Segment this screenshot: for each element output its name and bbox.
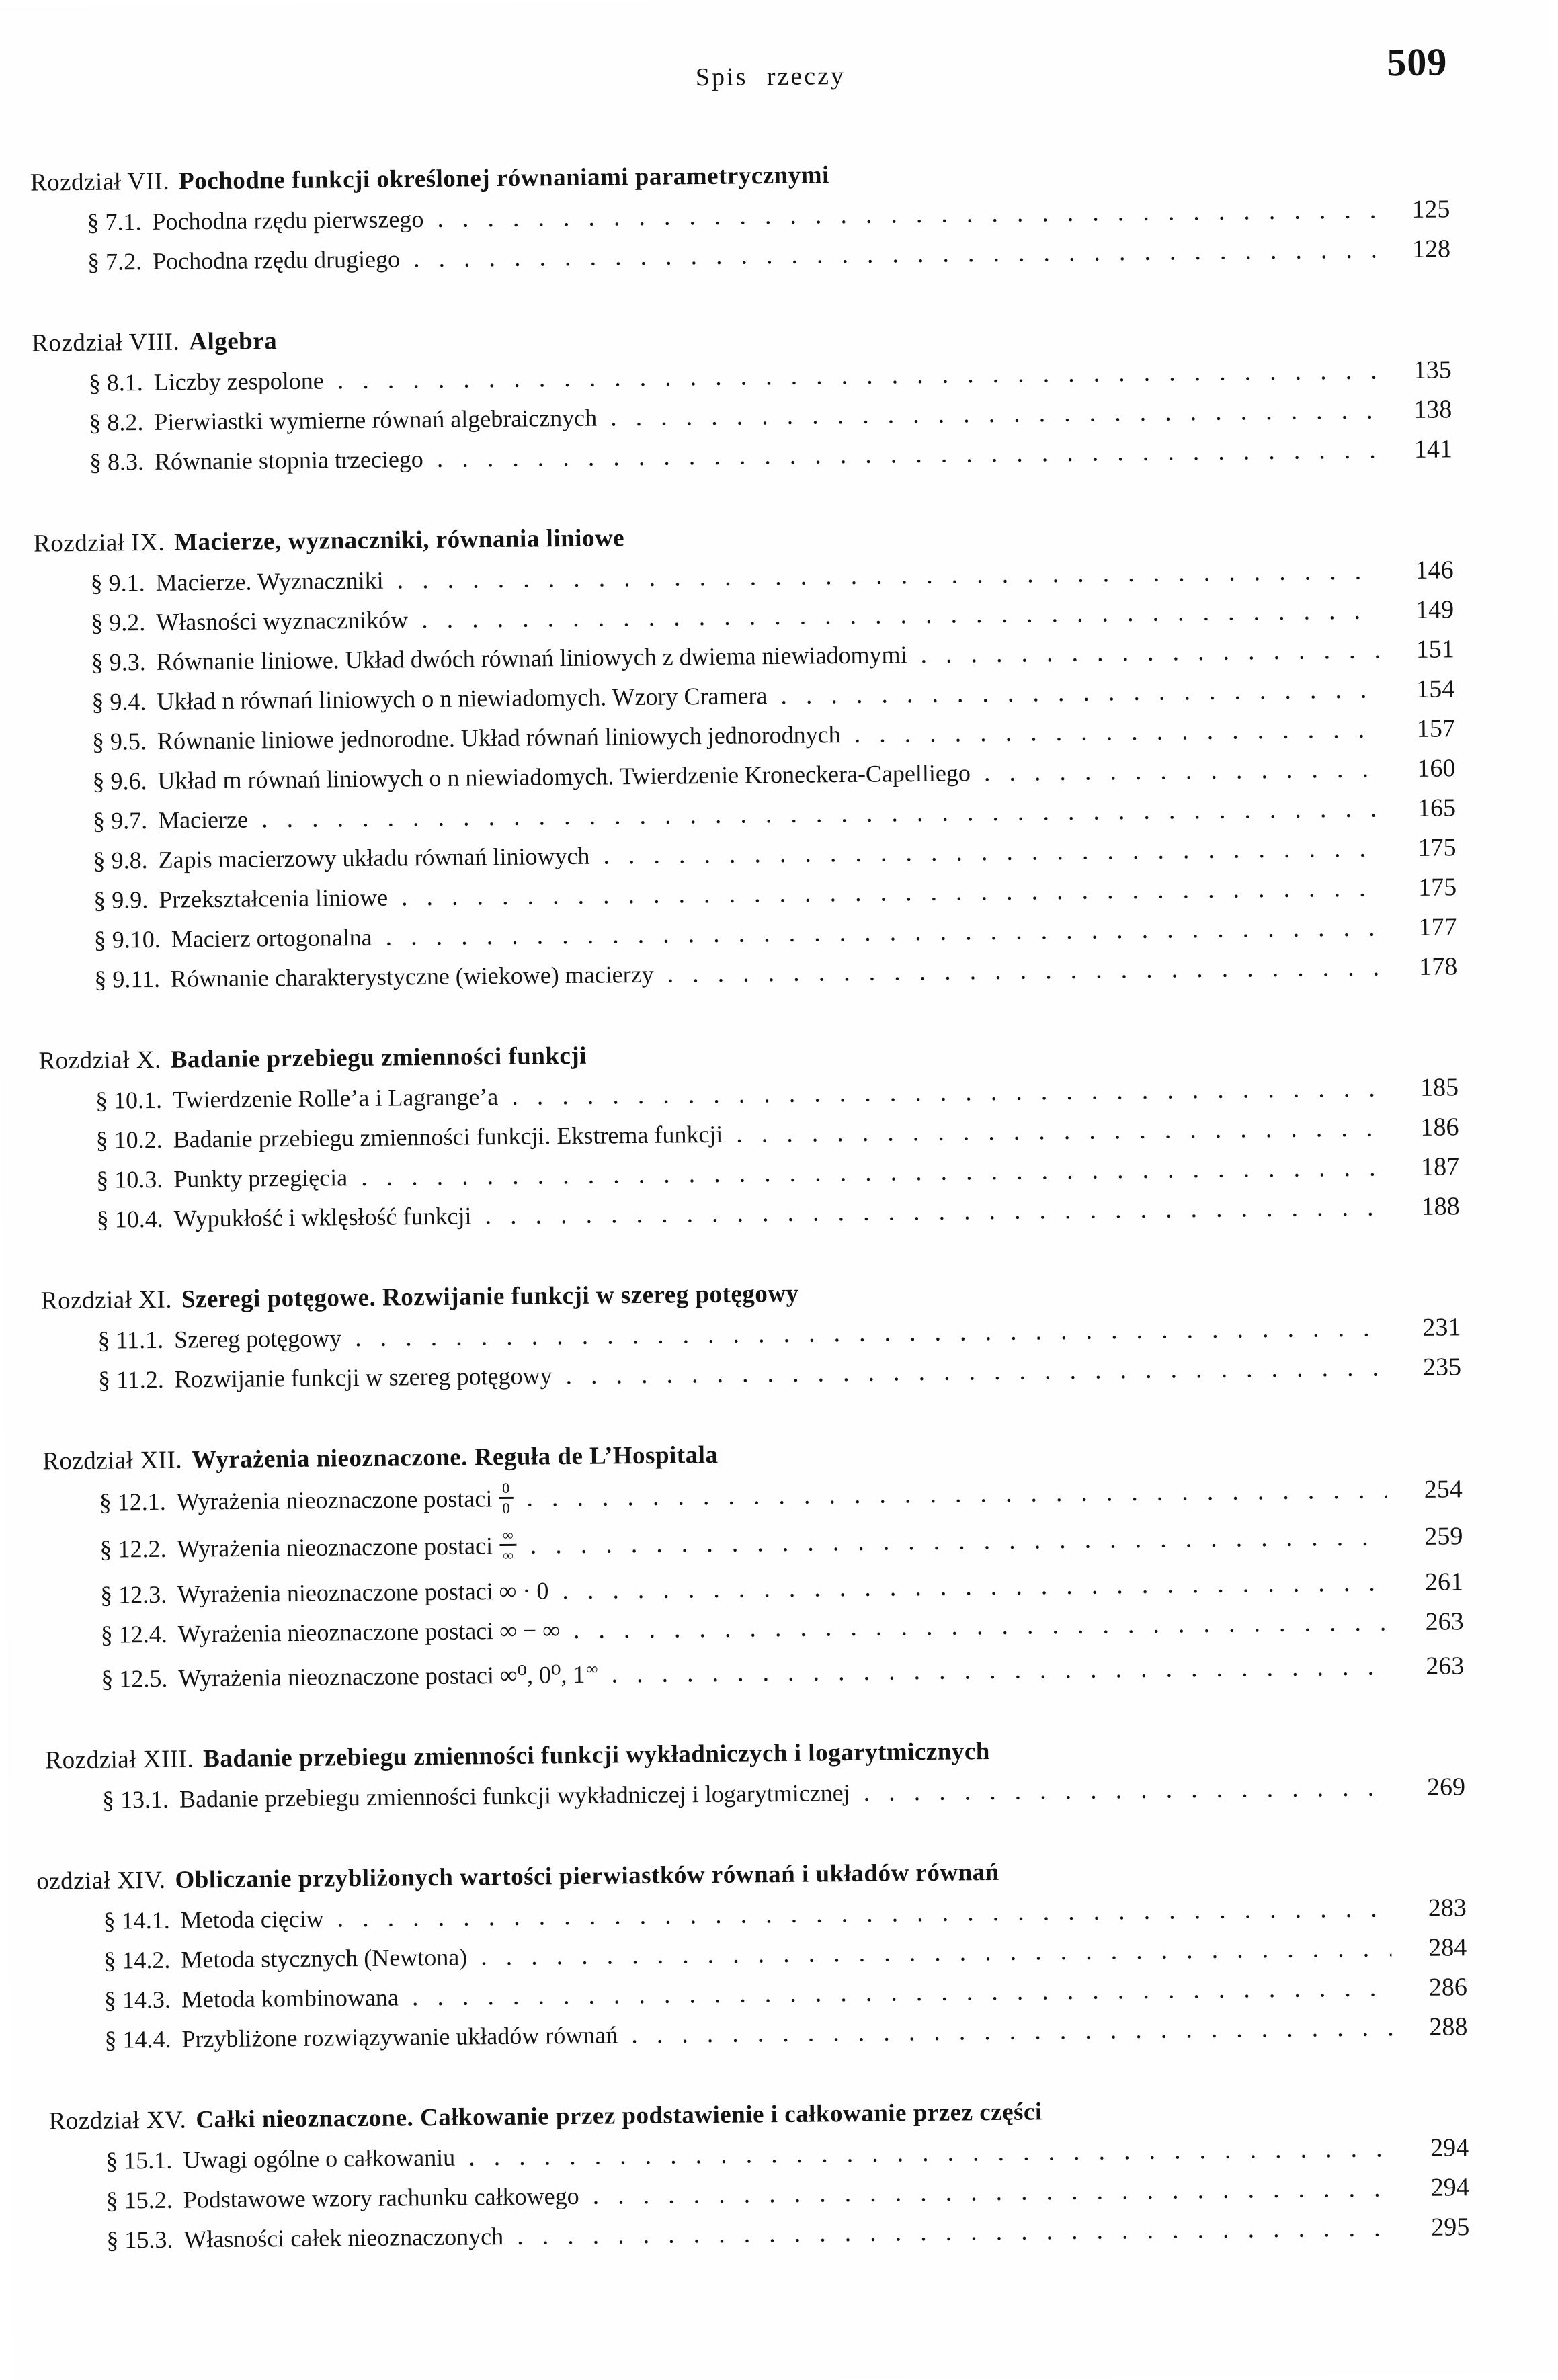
toc-row <box>30 196 1450 237</box>
entry-page: 128 <box>1411 235 1451 263</box>
entry-number: § 12.1. <box>99 1488 167 1517</box>
entry-number: § 8.1. <box>88 369 144 396</box>
entry-title: Metoda cięciw <box>180 1905 324 1934</box>
entry-page: 149 <box>1415 595 1454 624</box>
toc-row <box>40 1153 1459 1194</box>
entry-page: 125 <box>1411 195 1450 224</box>
leader-dots <box>413 236 1375 273</box>
toc-row <box>32 356 1452 397</box>
entry-page: 263 <box>1425 1607 1464 1636</box>
entry-title: Badanie przebiegu zmienności funkcji. Ekstrema funkcji <box>173 1120 723 1153</box>
entry-title: Liczby zespolone <box>153 367 324 396</box>
leader-dots <box>984 755 1381 787</box>
leader-dots <box>481 1935 1391 1971</box>
chapter-title: Algebra <box>189 327 278 356</box>
leader-dots <box>854 716 1380 749</box>
entry-number: § 9.10. <box>93 925 161 953</box>
entry-page: 235 <box>1422 1353 1462 1382</box>
leader-dots <box>337 1895 1391 1932</box>
toc-row <box>50 2174 1469 2215</box>
leader-dots <box>397 557 1378 594</box>
entry-title <box>178 1656 598 1693</box>
entry-page: 146 <box>1415 556 1454 585</box>
fraction-numerator: ∞ <box>502 1526 514 1543</box>
leader-dots <box>437 196 1375 232</box>
leader-dots <box>355 1314 1386 1352</box>
leader-dots <box>573 1609 1389 1644</box>
toc-row <box>41 1314 1461 1355</box>
entry-number: § 9.8. <box>93 847 148 874</box>
toc-row <box>37 874 1457 915</box>
entry-number: § 9.2. <box>91 609 146 636</box>
toc-row <box>44 1648 1464 1693</box>
leader-dots <box>667 953 1382 988</box>
toc-section-xi <box>41 1273 1461 1394</box>
toc-section-xv <box>48 2093 1469 2254</box>
leader-dots <box>562 1569 1388 1605</box>
toc-row <box>40 1193 1460 1234</box>
entry-title: Macierze <box>157 806 249 834</box>
toc-row <box>39 1074 1459 1115</box>
entry-number: § 9.4. <box>91 688 147 716</box>
toc-row <box>34 596 1454 637</box>
fraction-denominator: ∞ <box>499 1544 517 1563</box>
toc-section-ix <box>34 515 1458 994</box>
toc-row <box>33 435 1452 476</box>
entry-title-text: Wyrażenia nieoznaczone postaci <box>176 1485 493 1515</box>
entry-title: Wypukłość i wklęsłość funkcji <box>173 1202 472 1232</box>
leader-dots <box>526 1477 1387 1513</box>
chapter-heading <box>32 315 1451 357</box>
leader-dots <box>611 1653 1389 1688</box>
chapter-title: Badanie przebiegu zmienności funkcji wykładniczych i logarytmicznych <box>202 1738 991 1773</box>
leader-dots <box>468 2135 1393 2171</box>
entry-page: 231 <box>1422 1313 1461 1342</box>
chapter-label: Rozdział X. <box>38 1046 161 1075</box>
entry-title-text: Wyrażenia nieoznaczone postaci ∞⁰, 0⁰, 1 <box>178 1660 585 1692</box>
leader-dots <box>610 396 1377 431</box>
entry-page: 283 <box>1428 1894 1467 1922</box>
chapter-title: Macierze, wyznaczniki, równania liniowe <box>173 524 625 556</box>
entry-number: § 7.1. <box>87 208 142 236</box>
entry-number: § 14.2. <box>104 1946 171 1974</box>
entry-number: § 9.7. <box>92 807 148 835</box>
chapter-heading <box>45 1732 1465 1775</box>
chapter-label: Rozdział XIII. <box>45 1745 194 1775</box>
entry-page: 141 <box>1413 435 1453 464</box>
entry-number: § 11.2. <box>97 1365 164 1394</box>
leader-dots <box>517 2214 1395 2250</box>
entry-page: 295 <box>1431 2213 1470 2242</box>
entry-page: 284 <box>1428 1933 1467 1962</box>
leader-dots <box>603 835 1381 869</box>
toc-row <box>43 1474 1463 1523</box>
entry-title-text: Wyrażenia nieoznaczone postaci <box>177 1532 493 1562</box>
chapter-title: Badanie przebiegu zmienności funkcji <box>170 1042 587 1074</box>
entry-page: 151 <box>1416 635 1454 664</box>
entry-title: Wyrażenia nieoznaczone postaci ∞ − ∞ <box>177 1617 561 1648</box>
toc-row <box>43 1521 1463 1570</box>
entry-number: § 12.3. <box>99 1580 167 1609</box>
toc-section-viii <box>32 315 1452 476</box>
entry-page: 185 <box>1420 1073 1459 1102</box>
entry-page: 177 <box>1418 912 1457 941</box>
toc-row <box>48 2013 1467 2054</box>
leader-dots <box>511 1074 1383 1110</box>
leader-dots <box>421 597 1379 634</box>
entry-number: § 9.3. <box>91 648 147 676</box>
fraction-inf-over-inf <box>499 1528 517 1563</box>
entry-number: § 13.1. <box>101 1785 169 1814</box>
entry-number: § 10.2. <box>95 1125 163 1154</box>
chapter-label: Rozdział IX. <box>33 528 165 558</box>
toc-row <box>44 1608 1464 1649</box>
entry-number: § 12.2. <box>99 1535 167 1564</box>
fraction-denominator: 0 <box>499 1497 513 1516</box>
toc-section-xii <box>42 1433 1464 1693</box>
entry-title: Układ m równań liniowych o n niewiadomych. Twierdzenie Kroneckera-Capelliego <box>157 759 971 794</box>
entry-page: 294 <box>1430 2133 1469 2162</box>
chapter-title: Całki nieoznaczone. Całkowanie przez podstawienie i całkowanie przez części <box>196 2098 1042 2134</box>
entry-page: 263 <box>1426 1652 1465 1681</box>
leader-dots <box>736 1114 1384 1148</box>
chapter-label: Rozdział XII. <box>42 1446 183 1476</box>
chapter-heading <box>42 1433 1462 1476</box>
entry-page: 188 <box>1421 1192 1460 1221</box>
entry-title: Równanie liniowe. Układ dwóch równań liniowych z dwiema niewiadomymi <box>156 641 907 675</box>
toc-section-vii <box>30 155 1450 276</box>
entry-number: § 15.3. <box>106 2225 173 2254</box>
toc-section-xiii <box>45 1732 1465 1814</box>
entry-number: § 9.1. <box>90 569 145 597</box>
entry-title: Szereg potęgowy <box>173 1324 342 1353</box>
chapter-title: Wyrażenia nieoznaczone. Reguła de L’Hospitala <box>191 1441 719 1474</box>
chapter-title: Szeregi potęgowe. Rozwijanie funkcji w szereg potęgowy <box>181 1279 799 1314</box>
entry-title: Metoda stycznych (Newtona) <box>181 1943 468 1973</box>
leader-dots <box>530 1524 1388 1560</box>
entry-page: 269 <box>1426 1773 1466 1801</box>
toc-row <box>38 953 1457 994</box>
leader-dots <box>920 636 1379 669</box>
entry-page: 261 <box>1424 1568 1464 1597</box>
entry-title: Pochodna rzędu pierwszego <box>152 206 424 235</box>
entry-page: 286 <box>1428 1973 1468 2002</box>
entry-title: Układ n równań liniowych o n niewiadomych. Wzory Cramera <box>157 682 768 715</box>
entry-title: Zapis macierzowy układu równań liniowych <box>158 842 590 874</box>
entry-page: 154 <box>1416 675 1455 704</box>
entry-page: 165 <box>1417 794 1457 822</box>
page-title: Spis rzeczy <box>695 61 846 92</box>
entry-title: Własności wyznaczników <box>156 606 409 636</box>
chapter-heading <box>41 1273 1461 1315</box>
toc-row <box>44 1568 1463 1609</box>
entry-page: 175 <box>1418 833 1457 862</box>
entry-title: Macierze. Wyznaczniki <box>155 566 384 596</box>
fraction-zero-over-zero <box>499 1481 513 1516</box>
chapter-label: Rozdział XI. <box>40 1285 173 1315</box>
leader-dots <box>592 2174 1393 2209</box>
entry-title: Punkty przegięcia <box>173 1164 348 1193</box>
entry-number: § 10.3. <box>96 1165 163 1193</box>
toc-row <box>32 396 1452 437</box>
chapter-heading <box>34 515 1453 558</box>
leader-dots <box>385 914 1381 951</box>
entry-title: Równanie charakterystyczne (wiekowe) macierzy <box>170 960 654 992</box>
entry-title <box>177 1526 517 1569</box>
entry-page: 178 <box>1419 952 1458 981</box>
toc-row <box>36 715 1455 756</box>
leader-dots <box>401 874 1381 911</box>
toc-row <box>35 636 1454 677</box>
entry-number: § 9.6. <box>92 767 147 795</box>
chapter-title: Obliczanie przybliżonych wartości pierwiastków równań i układów równań <box>175 1858 999 1894</box>
entry-page: 135 <box>1413 355 1452 384</box>
toc-row <box>34 556 1453 597</box>
entry-page: 175 <box>1418 873 1457 902</box>
entry-number: § 9.11. <box>94 965 161 993</box>
toc-section-xiv <box>36 1853 1468 2054</box>
page-header <box>0 0 1550 99</box>
entry-number: § 14.4. <box>104 2025 171 2053</box>
fraction-numerator: 0 <box>502 1479 510 1496</box>
leader-dots <box>631 2014 1393 2049</box>
toc-row <box>31 235 1450 276</box>
toc-section-x <box>38 1033 1460 1234</box>
entry-number: § 9.5. <box>91 728 147 755</box>
entry-page: 186 <box>1420 1113 1459 1142</box>
entry-number: § 10.1. <box>95 1086 163 1114</box>
chapter-label: Rozdział XV. <box>48 2106 187 2135</box>
entry-page: 160 <box>1417 754 1456 783</box>
toc-row <box>50 2213 1469 2254</box>
entry-page: 259 <box>1424 1522 1463 1552</box>
entry-page: 138 <box>1413 395 1452 424</box>
leader-dots <box>361 1154 1384 1191</box>
entry-title: Przybliżone rozwiązywanie układów równań <box>181 2021 618 2053</box>
entry-number: § 14.3. <box>104 1986 171 2014</box>
toc-row <box>36 755 1455 796</box>
entry-title: Badanie przebiegu zmienności funkcji wykładniczej i logarytmicznej <box>179 1779 850 1813</box>
leader-dots <box>437 436 1377 472</box>
entry-title <box>176 1479 514 1522</box>
entry-number: § 7.2. <box>87 248 142 275</box>
entry-title: Macierz ortogonalna <box>171 923 372 953</box>
toc-body <box>0 154 1558 2255</box>
entry-title: Podstawowe wzory rachunku całkowego <box>183 2182 579 2213</box>
chapter-heading <box>30 155 1450 197</box>
entry-title: Przekształcenia liniowe <box>159 884 388 913</box>
entry-page: 254 <box>1424 1475 1463 1504</box>
leader-dots <box>485 1193 1385 1230</box>
toc-row <box>38 913 1457 954</box>
leader-dots <box>261 795 1381 833</box>
toc-row <box>42 1353 1461 1394</box>
entry-title: Pochodna rzędu drugiego <box>152 245 401 275</box>
entry-number: § 14.1. <box>103 1906 170 1935</box>
toc-row <box>36 834 1456 875</box>
toc-row <box>36 794 1456 835</box>
entry-title: Równanie stopnia trzeciego <box>154 445 423 475</box>
entry-number: § 8.3. <box>89 448 145 476</box>
entry-title: Własności całek nieoznaczonych <box>183 2223 504 2253</box>
entry-page: 157 <box>1416 714 1456 743</box>
entry-page: 288 <box>1429 2012 1468 2041</box>
toc-row <box>35 675 1454 716</box>
chapter-label: Rozdział VII. <box>30 167 170 197</box>
toc-row <box>47 1934 1467 1975</box>
chapter-title: Pochodne funkcji określonej równaniami parametrycznymi <box>178 161 830 196</box>
chapter-label: ozdział XIV. <box>36 1866 166 1896</box>
leader-dots <box>565 1354 1386 1390</box>
toc-row <box>48 1973 1467 2014</box>
entry-number: § 8.2. <box>89 409 144 436</box>
leader-dots <box>337 357 1377 394</box>
toc-row <box>47 1894 1467 1935</box>
chapter-heading <box>36 1853 1466 1896</box>
entry-title: Równanie liniowe jednorodne. Układ równań liniowych jednorodnych <box>157 721 841 755</box>
leader-dots <box>412 1974 1392 2011</box>
entry-number: § 12.5. <box>101 1664 168 1693</box>
entry-title: Metoda kombinowana <box>181 1984 399 2013</box>
entry-title: Rozwijanie funkcji w szereg potęgowy <box>174 1362 552 1393</box>
entry-title: Twierdzenie Rolle’a i Lagrange’a <box>172 1083 499 1113</box>
toc-row <box>46 1773 1465 1814</box>
leader-dots <box>780 676 1379 710</box>
entry-number: § 15.1. <box>106 2146 173 2174</box>
entry-title: Uwagi ogólne o całkowaniu <box>183 2143 456 2174</box>
entry-page: 187 <box>1420 1152 1460 1181</box>
superscript-infinity: ∞ <box>586 1660 598 1678</box>
entry-number: § 10.4. <box>96 1205 163 1233</box>
entry-number: § 12.4. <box>100 1620 167 1648</box>
toc-row <box>49 2134 1469 2175</box>
chapter-heading <box>48 2093 1468 2135</box>
entry-number: § 15.2. <box>106 2186 173 2214</box>
entry-title: Wyrażenia nieoznaczone postaci ∞ · 0 <box>177 1577 549 1608</box>
chapter-label: Rozdział VIII. <box>32 328 180 357</box>
entry-title: Pierwiastki wymierne równań algebraicznych <box>154 404 598 435</box>
entry-number: § 11.1. <box>97 1326 164 1354</box>
toc-row <box>39 1113 1459 1154</box>
entry-page: 294 <box>1430 2173 1469 2202</box>
leader-dots <box>863 1774 1390 1807</box>
page-number: 509 <box>1387 40 1448 85</box>
entry-number: § 9.9. <box>93 886 149 914</box>
chapter-heading <box>38 1033 1458 1075</box>
